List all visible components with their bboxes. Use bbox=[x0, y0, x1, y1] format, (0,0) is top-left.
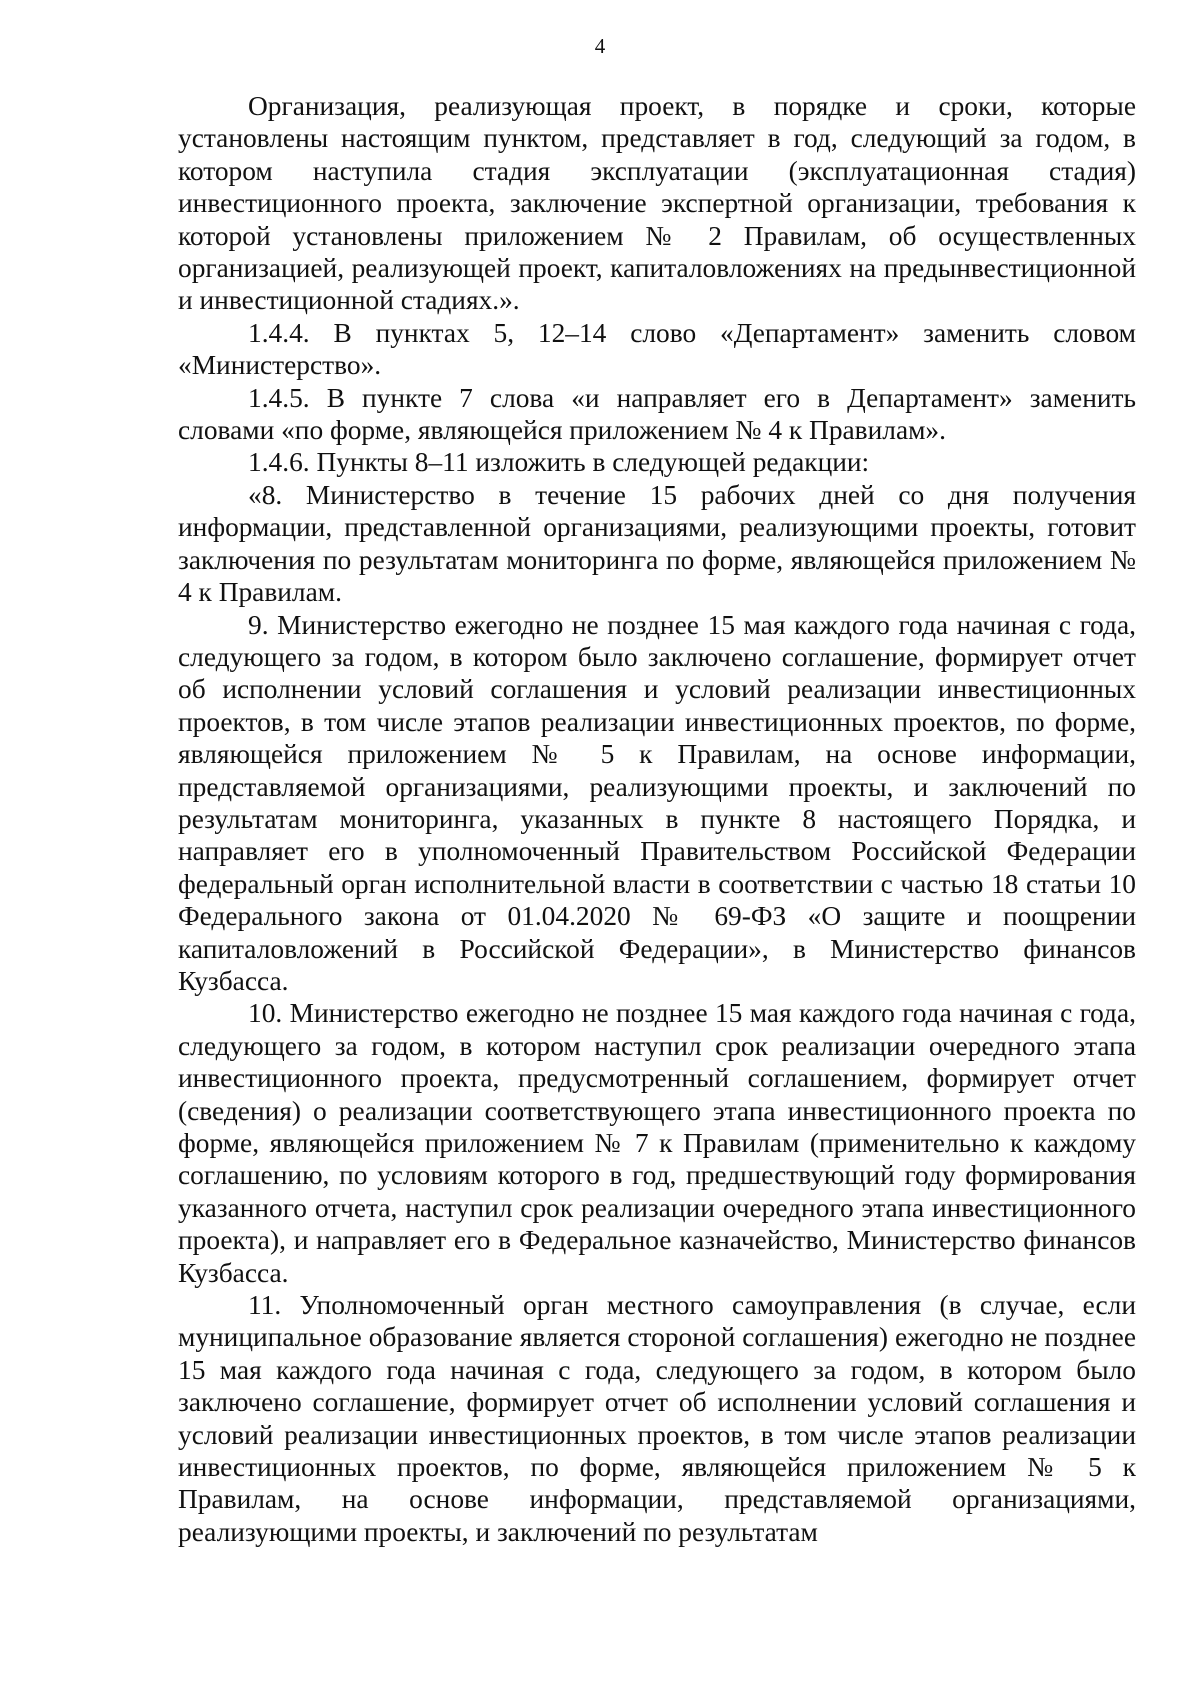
paragraph-1-4-6: 1.4.6. Пункты 8–11 изложить в следующей редакции: bbox=[248, 447, 870, 478]
paragraph-item-8: «8. Министерство в течение 15 рабочих дней со дня получения информации, представленной организациями, реализующими проекты, готовит заключения по результатам мониторинга по форме, являющейся приложением № 4 к Правилам. bbox=[178, 479, 1136, 608]
document-body bbox=[178, 90, 1136, 1548]
paragraph-item-10: 10. Министерство ежегодно не позднее 15 мая каждого года начиная с года, следующего за годом, в котором наступил срок реализации очередного этапа инвестиционного проекта, предусмотренный соглашением, формирует отчет (сведения) о реализации соответствующего этапа инвестиционного проекта по форме, являющейся приложением № 7 к Правилам (применительно к каждому соглашению, по условиям которого в год, предшествующий году формирования указанного отчета, наступил срок реализации очередного этапа инвестиционного проекта), и направляет его в Федеральное казначейство, Министерство финансов Кузбасса. bbox=[178, 998, 1136, 1288]
paragraph-expert-conclusion: Организация, реализующая проект, в порядке и сроки, которые установлены настоящим пунктом, представляет в год, следующий за годом, в котором наступила стадия эксплуатации (эксплуатационная стадия) инвестиционного проекта, заключение экспертной организации, требования к которой установлены приложением № 2 Правилам, об осуществленных организацией, реализующей проект, капиталовложениях на предынвестиционной и инвестиционной стадиях.». bbox=[178, 91, 1136, 316]
paragraph-1-4-4: 1.4.4. В пунктах 5, 12–14 слово «Департамент» заменить словом «Министерство». bbox=[178, 317, 1136, 381]
paragraph-1-4-5: 1.4.5. В пункте 7 слова «и направляет его в Департамент» заменить словами «по форме, являющейся приложением № 4 к Правилам». bbox=[178, 382, 1136, 446]
paragraph-item-9: 9. Министерство ежегодно не позднее 15 мая каждого года начиная с года, следующего за годом, в котором было заключено соглашение, формирует отчет об исполнении условий соглашения и условий реализации инвестиционных проектов, в том числе этапов реализации инвестиционных проектов, по форме, являющейся приложением № 5 к Правилам, на основе информации, представляемой организациями, реализующими проекты, и заключений по результатам мониторинга, указанных в пункте 8 настоящего Порядка, и направляет его в уполномоченный Правительством Российской Федерации федеральный орган исполнительной власти в соответствии с частью 18 статьи 10 Федерального закона от 01.04.2020 № 69-ФЗ «О защите и поощрении капиталовложений в Российской Федерации», в Министерство финансов Кузбасса. bbox=[178, 609, 1136, 996]
page-number: 4 bbox=[594, 34, 606, 58]
paragraph-item-11: 11. Уполномоченный орган местного самоуправления (в случае, если муниципальное образование является стороной соглашения) ежегодно не позднее 15 мая каждого года начиная с года, следующего за годом, в котором было заключено соглашение, формирует отчет об исполнении условий соглашения и условий реализации инвестиционных проектов, в том числе этапов реализации инвестиционных проектов, по форме, являющейся приложением № 5 к Правилам, на основе информации, представляемой организациями, реализующими проекты, и заключений по результатам bbox=[178, 1290, 1136, 1547]
